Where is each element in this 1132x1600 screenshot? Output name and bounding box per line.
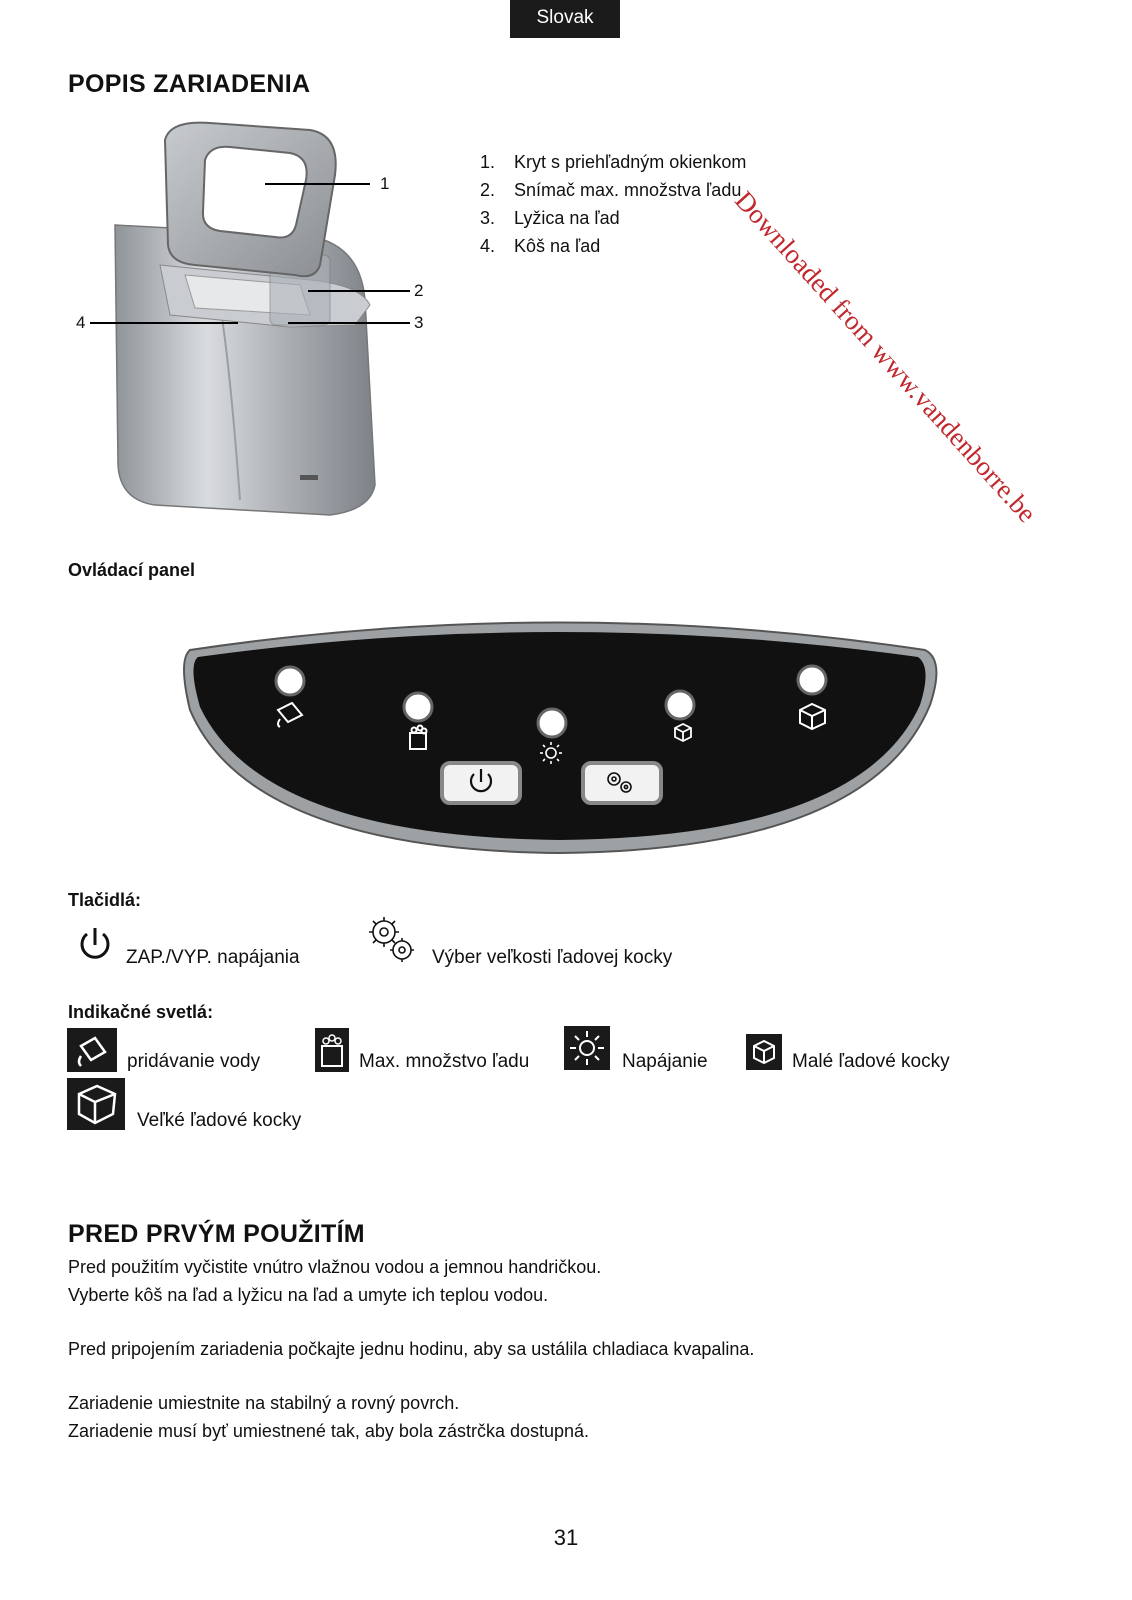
paragraph-line: Zariadenie umiestnite na stabilný a rovný povrch. xyxy=(68,1393,460,1413)
control-panel-title: Ovládací panel xyxy=(68,560,196,580)
callout-1: 1 xyxy=(380,174,390,193)
large-cube-legend-icon xyxy=(67,1078,125,1130)
callout-2: 2 xyxy=(414,281,424,300)
paragraph-3 xyxy=(68,1389,589,1445)
indicator-water-label: pridávanie vody xyxy=(127,1051,261,1072)
list-item: 3. Lyžica na ľad xyxy=(480,208,620,228)
led-water xyxy=(276,667,304,695)
paragraph-line: Zariadenie musí byť umiestnené tak, aby bola zástrčka dostupná. xyxy=(68,1421,590,1441)
paragraph-line: Vyberte kôš na ľad a lyžicu na ľad a umyte ich teplou vodou. xyxy=(68,1285,549,1305)
parts-list xyxy=(480,148,746,260)
language-tab: Slovak xyxy=(510,0,620,38)
power-light-legend-icon xyxy=(564,1026,610,1070)
callout-lines xyxy=(60,170,440,340)
power-button[interactable] xyxy=(442,763,520,803)
list-item: 4. Kôš na ľad xyxy=(480,236,601,256)
gear-icon xyxy=(366,914,418,966)
paragraph-1 xyxy=(68,1253,601,1309)
led-small xyxy=(666,691,694,719)
paragraph-2: Pred pripojením zariadenia počkajte jednu hodinu, aby sa ustálila chladiaca kvapalina. xyxy=(68,1339,755,1359)
indicator-power-label: Napájanie xyxy=(622,1051,708,1072)
led-full xyxy=(404,693,432,721)
indicators-title: Indikačné svetlá: xyxy=(68,1002,214,1022)
led-large xyxy=(798,666,826,694)
indicator-small-label: Malé ľadové kocky xyxy=(792,1051,950,1072)
led-power xyxy=(538,709,566,737)
list-item: 1. Kryt s priehľadným okienkom xyxy=(480,152,747,172)
section-title-before-first-use: PRED PRVÝM POUŽITÍM xyxy=(68,1220,365,1248)
control-panel-illustration xyxy=(170,615,950,875)
ice-full-legend-icon xyxy=(315,1028,349,1072)
small-cube-legend-icon xyxy=(746,1034,782,1070)
gear-button[interactable] xyxy=(583,763,661,803)
callout-3: 3 xyxy=(414,313,424,332)
size-button-label: Výber veľkosti ľadovej kocky xyxy=(432,947,673,968)
power-icon xyxy=(77,925,113,963)
page-number: 31 xyxy=(553,1525,579,1550)
indicator-large-label: Veľké ľadové kocky xyxy=(137,1110,302,1131)
paragraph-line: Pred použitím vyčistite vnútro vlažnou vodou a jemnou handričkou. xyxy=(68,1257,602,1277)
list-item: 2. Snímač max. množstva ľadu xyxy=(480,180,742,200)
section-title-description: POPIS ZARIADENIA xyxy=(68,70,311,98)
power-button-label: ZAP./VYP. napájania xyxy=(126,947,300,968)
buttons-title: Tlačidlá: xyxy=(68,890,142,910)
water-add-legend-icon xyxy=(67,1028,117,1072)
callout-4: 4 xyxy=(76,313,86,332)
indicator-full-label: Max. množstvo ľadu xyxy=(359,1051,530,1072)
watermark: Downloaded from www.vandenborre.be xyxy=(729,185,1043,529)
